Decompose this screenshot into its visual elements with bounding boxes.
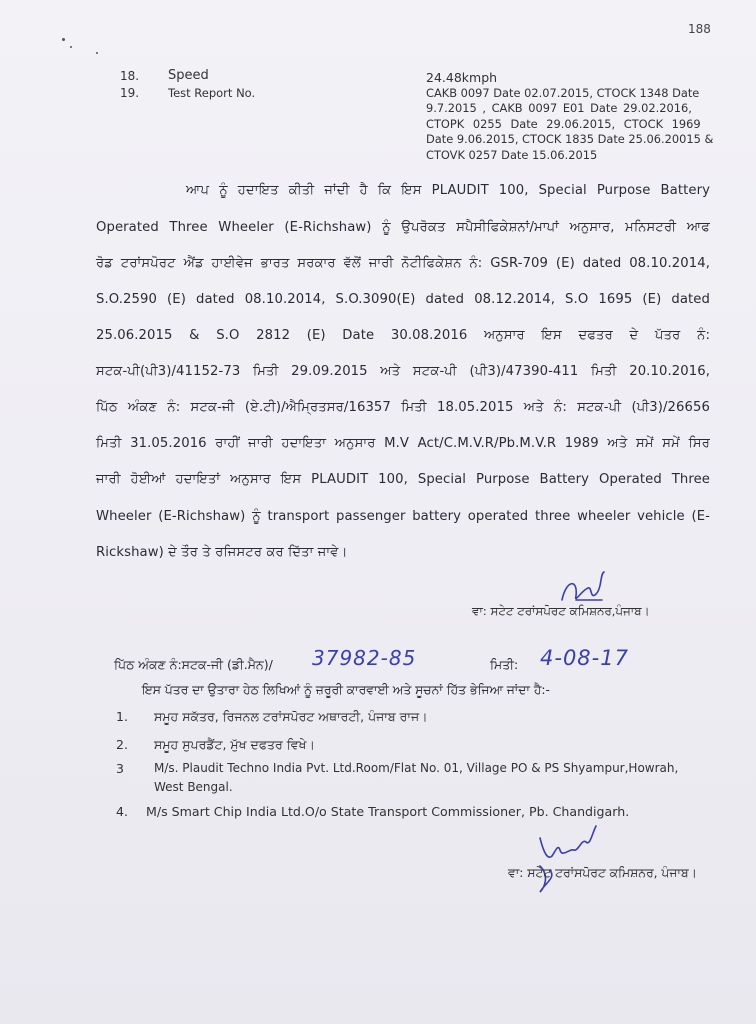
body-line: ਜਾਰੀ ਹੋਈਆਂ ਹਦਾਇਤਾਂ ਅਨੁਸਾਰ ਇਸ PLAUDIT 100, Special Purpose Battery Operated Three [96, 472, 710, 487]
body-line: ਪਿੱਠ ਅੰਕਣ ਨੰ: ਸਟਕ-ਜੀ (ਏ.ਟੀ)/ਐਮ੍ਰਿਤਸਰ/16357 ਮਿਤੀ 18.05.2015 ਅਤੇ ਨੰ: ਸਟਕ-ਪੀ (ਪੀ3)/26656 [96, 400, 710, 415]
spec-row-label: Speed [168, 68, 209, 83]
recipient-num: 3 [116, 761, 124, 776]
scan-speck [70, 46, 72, 48]
body-line: S.O.2590 (E) dated 08.10.2014, S.O.3090(E) dated 08.12.2014, S.O 1695 (E) dated [96, 292, 710, 307]
body-line: ਆਪ ਨੂੰ ਹਦਾਇਤ ਕੀਤੀ ਜਾਂਦੀ ਹੈ ਕਿ ਇਸ PLAUDIT 100, Special Purpose Battery [186, 183, 710, 198]
handwritten-endorsement-number: 37982-85 [312, 646, 417, 670]
handwritten-signature [530, 820, 606, 894]
recipient-text: M/s Smart Chip India Ltd.O/o State Transport Commissioner, Pb. Chandigarh. [146, 804, 630, 819]
recipient-num: 1. [116, 709, 128, 724]
spec-row-num: 19. [120, 86, 140, 100]
date-label: ਮਿਤੀ: [490, 657, 519, 672]
page-number: 188 [688, 22, 711, 36]
recipient-text: M/s. Plaudit Techno India Pvt. Ltd.Room/Flat No. 01, Village PO & PS Shyampur,Howrah, [154, 761, 679, 775]
body-line: ਮਿਤੀ 31.05.2016 ਰਾਹੀਂ ਜਾਰੀ ਹਦਾਇਤਾ ਅਨੁਸਾਰ M.V Act/C.M.V.R/Pb.M.V.R 1989 ਅਤੇ ਸਮੇਂ ਸਮੇਂ ਸਿਰ [96, 436, 710, 451]
spec-row-label: Test Report No. [168, 86, 256, 100]
body-line: ਰੋਡ ਟਰਾਂਸਪੋਰਟ ਐਂਡ ਹਾਈਵੇਜ ਭਾਰਤ ਸਰਕਾਰ ਵੱਲੋਂ ਜਾਰੀ ਨੋਟੀਫਿਕੇਸ਼ਨ ਨੰ: GSR-709 (E) dated 08.10.2014, [96, 256, 710, 271]
body-line: Operated Three Wheeler (E-Richshaw) ਨੂੰ ਉਪਰੋਕਤ ਸਪੈਸੀਫਿਕੇਸ਼ਨਾਂ/ਮਾਪਾਂ ਅਨੁਸਾਰ, ਮਨਿਸਟਰੀ ਆਫ [96, 220, 710, 235]
recipient-text: ਸਮੂਹ ਸਕੱਤਰ, ਰਿਜਨਲ ਟਰਾਂਸਪੋਰਟ ਅਥਾਰਟੀ, ਪੰਜਾਬ ਰਾਜ। [154, 709, 428, 724]
recipient-text: ਸਮੂਹ ਸੁਪਰਡੈਂਟ, ਮੁੱਖ ਦਫਤਰ ਵਿਖੇ। [154, 737, 315, 752]
spec-row-value: CAKB 0097 Date 02.07.2015, CTOCK 1348 Date 9.7.2015 , CAKB 0097 E01 Date 29.02.2016, CTOPK 0255 Date 29.06.2015, CTOCK 1969 Date 9.06.2015, CTOCK 1835 Date 25.06.20015 & CTOVK 0257 Date 15.06.2015 [426, 86, 714, 162]
spec-row-num: 18. [120, 69, 140, 83]
signature-designation: ਵਾ: ਸਟੇਟ ਟਰਾਂਸਪੋਰਟ ਕਮਿਸ਼ਨਰ,ਪੰਜਾਬ। [472, 604, 650, 618]
recipient-num: 2. [116, 737, 128, 752]
recipient-num: 4. [116, 804, 128, 819]
recipient-text: West Bengal. [154, 780, 233, 794]
spec-row-value: 24.48kmph [426, 70, 498, 85]
forward-line: ਇਸ ਪੱਤਰ ਦਾ ਉਤਾਰਾ ਹੇਠ ਲਿਖਿਆਂ ਨੂੰ ਜ਼ਰੂਰੀ ਕਾਰਵਾਈ ਅਤੇ ਸੂਚਨਾਂ ਹਿੱਤ ਭੇਜਿਆ ਜਾਂਦਾ ਹੈ:- [142, 683, 550, 697]
body-line: Rickshaw) ਦੇ ਤੌਰ ਤੇ ਰਜਿਸਟਰ ਕਰ ਦਿੱਤਾ ਜਾਵੇ। [96, 545, 348, 560]
endorsement-label: ਪਿੱਠ ਅੰਕਣ ਨੰ:ਸਟਕ-ਜੀ (ਡੀ.ਮੈਨ)/ [114, 657, 273, 672]
handwritten-date: 4-08-17 [540, 646, 629, 670]
body-line: 25.06.2015 & S.O 2812 (E) Date 30.08.2016 ਅਨੁਸਾਰ ਇਸ ਦਫਤਰ ਦੇ ਪੱਤਰ ਨੰ: [96, 328, 710, 343]
body-line: Wheeler (E-Richshaw) ਨੂੰ transport passenger battery operated three wheeler vehicle (E- [96, 509, 710, 524]
scan-speck [96, 52, 98, 54]
scan-speck [62, 38, 65, 41]
signature-designation: ਵਾ: ਸਟੇਟ ਟਰਾਂਸਪੋਰਟ ਕਮਿਸ਼ਨਰ, ਪੰਜਾਬ। [508, 866, 697, 880]
body-line: ਸਟਕ-ਪੀ(ਪੀ3)/41152-73 ਮਿਤੀ 29.09.2015 ਅਤੇ ਸਟਕ-ਪੀ (ਪੀ3)/47390-411 ਮਿਤੀ 20.10.2016, [96, 364, 710, 379]
